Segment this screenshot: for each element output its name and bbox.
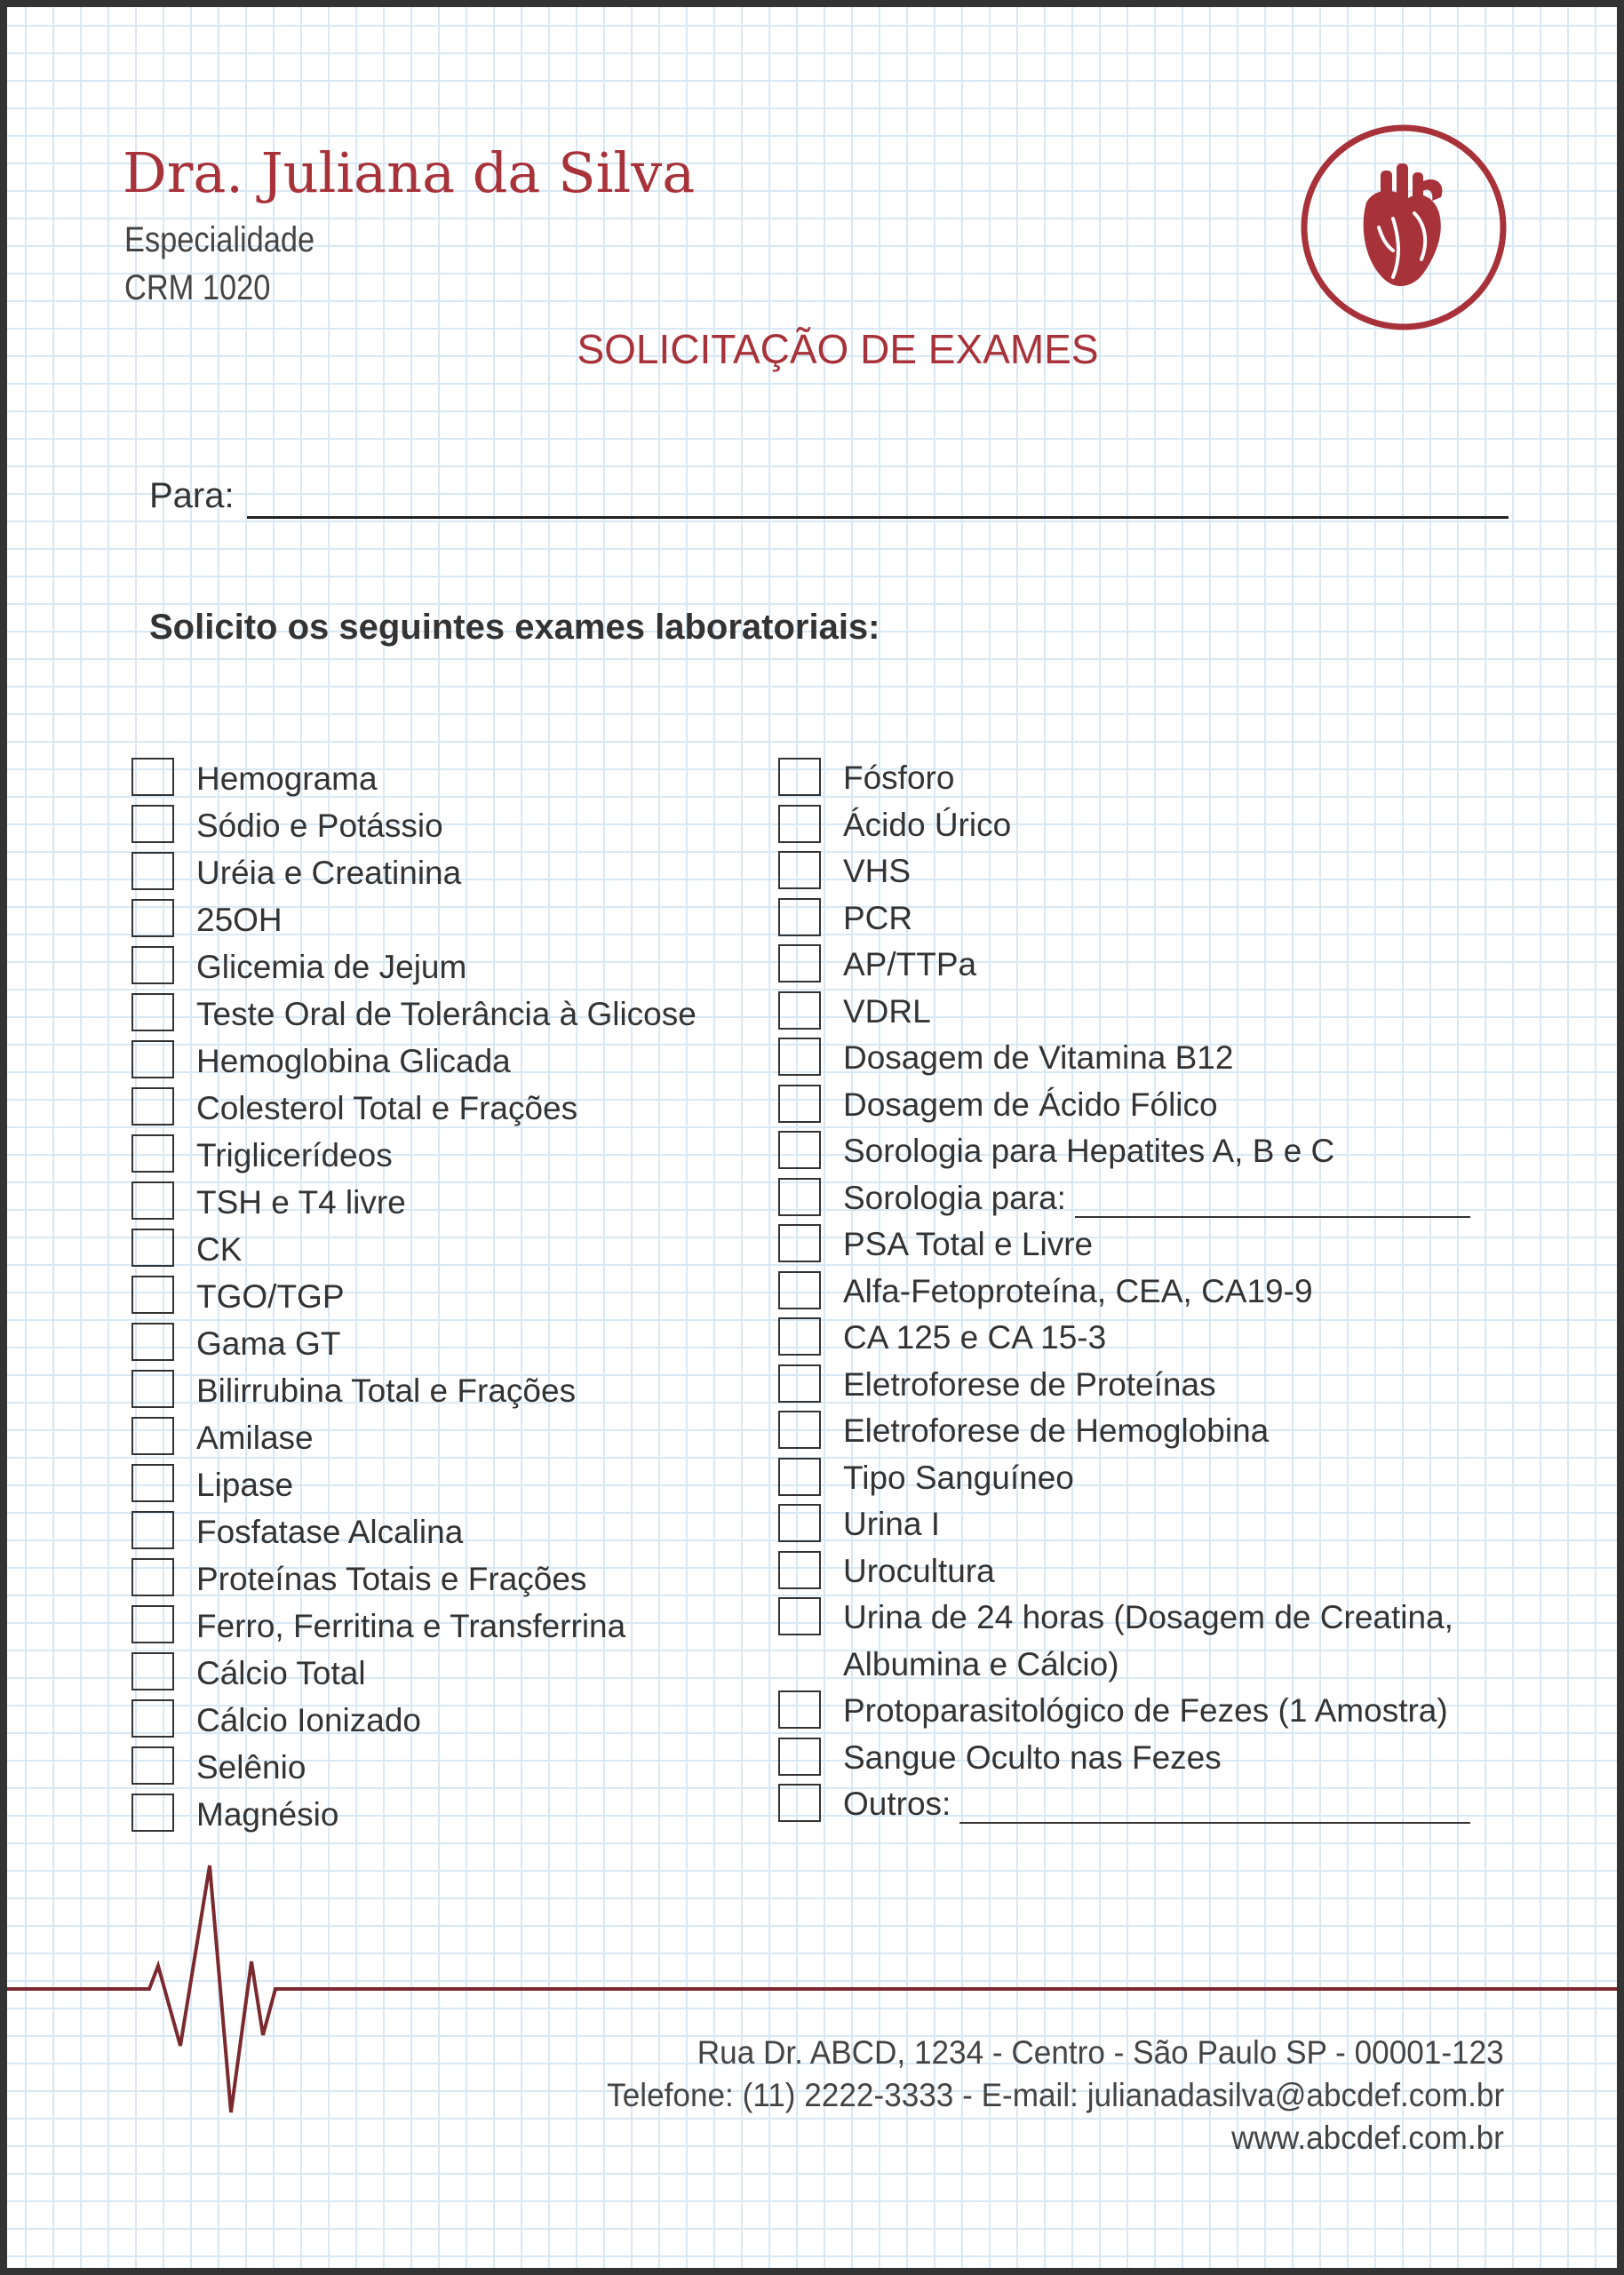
- exam-item-eletroforese-hemoglobina: [778, 1408, 1470, 1455]
- checkbox[interactable]: [778, 1224, 821, 1262]
- exam-item-fosfatase-alcalina: [131, 1508, 697, 1555]
- checkbox[interactable]: [778, 1038, 821, 1076]
- exam-item-bilirrubina: [131, 1367, 697, 1414]
- exam-label: CA 125 e CA 15-3: [843, 1319, 1107, 1356]
- checkbox[interactable]: [131, 1040, 174, 1078]
- checkbox[interactable]: [131, 1794, 174, 1832]
- exam-label: Fósforo: [843, 760, 955, 796]
- checkbox[interactable]: [778, 1364, 821, 1403]
- exam-item-protoparasitologico: [778, 1688, 1470, 1735]
- exam-label: AP/TTPa: [843, 946, 977, 982]
- exam-item-ck: [131, 1226, 697, 1273]
- exam-item-ureia-creatinina: [131, 849, 697, 896]
- checkbox[interactable]: [778, 851, 821, 889]
- exam-item-fosforo: [778, 755, 1470, 802]
- recipient-field[interactable]: [247, 516, 1509, 519]
- exam-label: PSA Total e Livre: [843, 1226, 1094, 1262]
- exam-label-continuation: Albumina e Cálcio): [843, 1645, 1119, 1682]
- checkbox[interactable]: [778, 898, 821, 936]
- checkbox[interactable]: [131, 1699, 174, 1738]
- para-label: Para:: [149, 476, 235, 515]
- exam-label: Tipo Sanguíneo: [843, 1459, 1074, 1496]
- footer-contact: Telefone: (11) 2222-3333 - E-mail: julianadasilva@abcdef.com.br: [607, 2077, 1504, 2113]
- exam-label: Hemograma: [196, 760, 378, 797]
- checkbox[interactable]: [778, 1178, 821, 1216]
- exam-item-colesterol: [131, 1085, 697, 1132]
- request-heading: Solicito os seguintes exames laboratoriais:: [149, 608, 880, 647]
- exam-label: Urocultura: [843, 1552, 995, 1589]
- checkbox[interactable]: [778, 1085, 821, 1123]
- checkbox[interactable]: [778, 1271, 821, 1309]
- exam-item-outros: [778, 1781, 1470, 1828]
- exam-label: CK: [196, 1231, 243, 1268]
- exam-item-hemograma: [131, 755, 697, 802]
- exam-item-acido-folico: [778, 1082, 1470, 1129]
- form-title: SOLICITAÇÃO DE EXAMES: [577, 326, 1099, 372]
- checkbox[interactable]: [131, 1746, 174, 1785]
- exam-label: Dosagem de Ácido Fólico: [843, 1086, 1218, 1123]
- checkbox[interactable]: [778, 1317, 821, 1356]
- exam-item-lipase: [131, 1461, 697, 1508]
- doctor-name: Dra. Juliana da Silva: [123, 140, 696, 205]
- exam-item-hemoglobina-glicada: [131, 1038, 697, 1085]
- checkbox[interactable]: [131, 946, 174, 984]
- exam-label: Uréia e Creatinina: [196, 855, 462, 891]
- exam-item-eletroforese-proteinas: [778, 1362, 1470, 1409]
- exam-label: TGO/TGP: [196, 1278, 345, 1315]
- checkbox[interactable]: [131, 1605, 174, 1643]
- exam-label: Hemoglobina Glicada: [196, 1043, 511, 1079]
- heart-logo-icon: [1297, 121, 1510, 334]
- exam-item-tolerancia-glicose: [131, 990, 697, 1038]
- checkbox[interactable]: [778, 758, 821, 796]
- exam-label: Gama GT: [196, 1325, 341, 1362]
- checkbox[interactable]: [778, 1784, 821, 1822]
- exam-item-glicemia: [131, 943, 697, 990]
- checkbox[interactable]: [778, 1690, 821, 1729]
- exam-label: Protoparasitológico de Fezes (1 Amostra): [843, 1692, 1448, 1729]
- exam-item-calcio-ionizado: [131, 1697, 697, 1744]
- exam-item-ferro: [131, 1603, 697, 1650]
- exam-item-urocultura: [778, 1548, 1470, 1595]
- checkbox[interactable]: [778, 1597, 821, 1635]
- exam-item-urina-i: [778, 1501, 1470, 1548]
- exam-item-ap-ttpa: [778, 942, 1470, 989]
- checkbox[interactable]: [131, 1370, 174, 1408]
- checkbox[interactable]: [131, 1181, 174, 1220]
- exam-item-vdrl: [778, 989, 1470, 1036]
- exam-item-sodio-potassio: [131, 802, 697, 849]
- sorologia-blank-field[interactable]: [1075, 1216, 1470, 1218]
- checkbox[interactable]: [131, 758, 174, 796]
- exam-label: Teste Oral de Tolerância à Glicose: [196, 996, 697, 1032]
- outros-blank-field[interactable]: [959, 1822, 1470, 1824]
- exam-item-urina-24h: [778, 1595, 1470, 1688]
- exam-label: Glicemia de Jejum: [196, 949, 467, 985]
- footer-website[interactable]: www.abcdef.com.br: [1231, 2120, 1504, 2156]
- exam-item-tsh-t4: [131, 1179, 697, 1226]
- checkbox[interactable]: [778, 991, 821, 1030]
- exam-item-proteinas-totais: [131, 1555, 697, 1603]
- checkbox[interactable]: [131, 1558, 174, 1596]
- exam-item-tipo-sanguineo: [778, 1455, 1470, 1502]
- exam-list-right: [778, 755, 1470, 1828]
- exam-label: Eletroforese de Hemoglobina: [843, 1412, 1270, 1449]
- exam-item-gama-gt: [131, 1320, 697, 1367]
- exam-label: VDRL: [843, 992, 931, 1030]
- exam-label: TSH e T4 livre: [196, 1184, 406, 1221]
- checkbox[interactable]: [778, 1411, 821, 1449]
- checkbox[interactable]: [778, 1551, 821, 1589]
- exam-item-ca125: [778, 1315, 1470, 1362]
- checkbox[interactable]: [131, 993, 174, 1031]
- exam-item-sorologia-para: [778, 1175, 1470, 1222]
- exam-label: 25OH: [196, 902, 283, 938]
- exam-label: Cálcio Ionizado: [196, 1702, 421, 1738]
- exam-label: Colesterol Total e Frações: [196, 1090, 578, 1126]
- exam-label: Lipase: [196, 1467, 294, 1503]
- checkbox[interactable]: [778, 1738, 821, 1776]
- exam-label: Eletroforese de Proteínas: [843, 1365, 1216, 1403]
- exam-label: Fosfatase Alcalina: [196, 1514, 464, 1550]
- checkbox[interactable]: [131, 805, 174, 843]
- exam-label: Magnésio: [196, 1796, 339, 1833]
- exam-label: Dosagem de Vitamina B12: [843, 1039, 1234, 1076]
- exam-label: Sorologia para:: [843, 1179, 1066, 1216]
- exam-item-vitamina-b12: [778, 1035, 1470, 1082]
- exam-item-vhs: [778, 848, 1470, 895]
- exam-item-sangue-oculto: [778, 1735, 1470, 1782]
- exam-label: Amilase: [196, 1420, 314, 1456]
- exam-item-amilase: [131, 1414, 697, 1461]
- checkbox[interactable]: [778, 805, 821, 843]
- checkbox[interactable]: [131, 1417, 174, 1455]
- exam-label: Cálcio Total: [196, 1655, 366, 1691]
- checkbox[interactable]: [131, 1276, 174, 1314]
- exam-list-left: [131, 755, 697, 1838]
- checkbox[interactable]: [131, 1464, 174, 1502]
- exam-item-psa: [778, 1221, 1470, 1269]
- exam-label: VHS: [843, 853, 912, 889]
- checkbox[interactable]: [131, 1323, 174, 1361]
- checkbox[interactable]: [778, 1131, 821, 1169]
- exam-label: Sódio e Potássio: [196, 807, 443, 844]
- exam-item-alfa-fetoproteina: [778, 1269, 1470, 1316]
- checkbox[interactable]: [131, 1134, 174, 1173]
- exam-label: Sangue Oculto nas Fezes: [843, 1738, 1222, 1776]
- exam-item-triglicerideos: [131, 1132, 697, 1179]
- exam-label: Sorologia para Hepatites A, B e C: [843, 1133, 1335, 1169]
- exam-label: Outros:: [843, 1786, 951, 1822]
- crm-number: CRM 1020: [124, 268, 271, 307]
- exam-item-selenio: [131, 1744, 697, 1791]
- exam-label: PCR: [843, 899, 913, 936]
- exam-label: Ácido Úrico: [843, 806, 1012, 843]
- checkbox[interactable]: [778, 944, 821, 982]
- exam-label: Proteínas Totais e Frações: [196, 1561, 587, 1597]
- checkbox[interactable]: [131, 1652, 174, 1690]
- checkbox[interactable]: [131, 1087, 174, 1126]
- checkbox[interactable]: [131, 1229, 174, 1267]
- exam-item-magnesio: [131, 1791, 697, 1838]
- exam-label: Bilirrubina Total e Frações: [196, 1372, 577, 1409]
- exam-item-25oh: [131, 896, 697, 943]
- checkbox[interactable]: [131, 899, 174, 937]
- exam-item-hepatites: [778, 1128, 1470, 1175]
- exam-item-calcio-total: [131, 1650, 697, 1697]
- checkbox[interactable]: [778, 1504, 821, 1542]
- exam-label: Alfa-Fetoproteína, CEA, CA19-9: [843, 1272, 1313, 1309]
- exam-label: Urina I: [843, 1506, 940, 1542]
- checkbox[interactable]: [131, 852, 174, 890]
- exam-item-tgo-tgp: [131, 1273, 697, 1320]
- recipient-row: [149, 476, 1509, 529]
- footer-address: Rua Dr. ABCD, 1234 - Centro - São Paulo SP - 00001-123: [697, 2034, 1504, 2071]
- checkbox[interactable]: [131, 1511, 174, 1549]
- checkbox[interactable]: [778, 1458, 821, 1496]
- exam-item-pcr: [778, 895, 1470, 943]
- exam-item-acido-urico: [778, 802, 1470, 849]
- exam-label: Selênio: [196, 1749, 306, 1786]
- specialty: Especialidade: [124, 220, 315, 259]
- exam-label: Triglicerídeos: [196, 1137, 393, 1173]
- exam-label: Urina de 24 horas (Dosagem de Creatina,: [843, 1599, 1453, 1635]
- exam-label: Ferro, Ferritina e Transferrina: [196, 1608, 626, 1644]
